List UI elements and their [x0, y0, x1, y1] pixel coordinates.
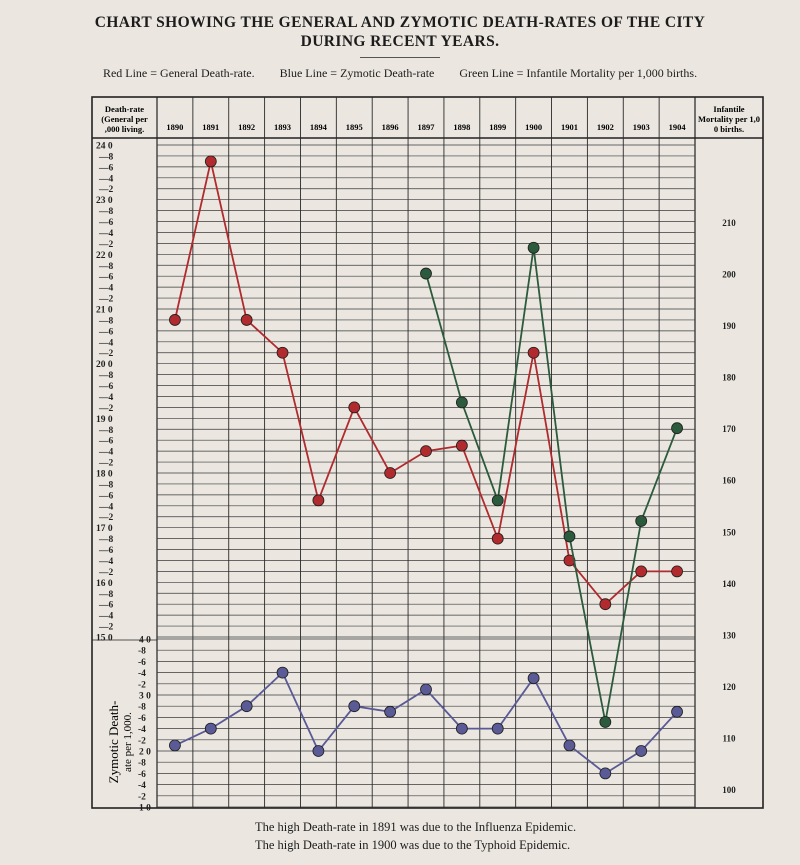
- y-tick-label-infantile: 160: [722, 475, 736, 486]
- y-tick-label-general: —2: [99, 403, 114, 414]
- y-tick-label-general: 17 0: [96, 524, 113, 535]
- y-tick-label-infantile: 190: [722, 321, 736, 332]
- data-point-infantile-mortality: [564, 531, 575, 542]
- y-tick-label-general: —8: [99, 535, 114, 546]
- y-tick-label-zymotic: -6: [138, 657, 146, 668]
- y-tick-label-general: 23 0: [96, 196, 113, 207]
- y-tick-label-general: —2: [99, 567, 114, 578]
- y-tick-label-zymotic: -6: [138, 713, 146, 724]
- data-point-infantile-mortality: [636, 515, 647, 526]
- y-tick-label-general: —6: [99, 218, 114, 229]
- data-point-general-death-rate: [672, 566, 683, 577]
- y-tick-label-general: —8: [99, 207, 114, 218]
- chart-title-line2: DURING RECENT YEARS.: [300, 33, 500, 50]
- left-header-line3: ,000 living.: [104, 124, 145, 134]
- y-tick-label-general: —8: [99, 371, 114, 382]
- data-point-infantile-mortality: [421, 268, 432, 279]
- x-tick-label: 1893: [274, 122, 292, 132]
- y-tick-label-zymotic: -8: [138, 758, 146, 769]
- y-tick-label-general: —6: [99, 436, 114, 447]
- y-tick-label-general: —4: [99, 556, 114, 567]
- right-header-line2: Mortality per 1,0: [698, 114, 760, 124]
- data-point-infantile-mortality: [456, 397, 467, 408]
- data-point-general-death-rate: [385, 468, 396, 479]
- x-tick-label: 1903: [632, 122, 650, 132]
- x-tick-label: 1897: [417, 122, 435, 132]
- y-tick-label-general: —4: [99, 228, 114, 239]
- y-tick-label-general: 15 0: [96, 633, 113, 644]
- y-tick-label-general: —8: [99, 152, 114, 163]
- y-tick-label-zymotic: -2: [138, 736, 146, 747]
- y-tick-label-zymotic: -8: [138, 646, 146, 657]
- x-tick-label: 1904: [668, 122, 686, 132]
- x-tick-label: 1900: [525, 122, 543, 132]
- y-tick-label-general: —2: [99, 513, 114, 524]
- x-tick-label: 1901: [560, 122, 578, 132]
- y-tick-label-general: —4: [99, 611, 114, 622]
- data-point-zymotic-death-rate: [277, 667, 288, 678]
- y-tick-label-general: —8: [99, 316, 114, 327]
- x-tick-label: 1898: [453, 122, 471, 132]
- data-point-zymotic-death-rate: [636, 746, 647, 757]
- data-point-general-death-rate: [349, 402, 360, 413]
- data-point-zymotic-death-rate: [313, 746, 324, 757]
- series-line-general-death-rate: [175, 161, 677, 604]
- data-point-general-death-rate: [456, 440, 467, 451]
- y-tick-label-general: —2: [99, 349, 114, 360]
- data-point-general-death-rate: [528, 347, 539, 358]
- legend-item-red: Red Line = General Death-rate.: [102, 66, 255, 80]
- y-tick-label-general: —6: [99, 163, 114, 174]
- y-tick-label-general: 20 0: [96, 360, 113, 371]
- right-header-line1: Infantile: [713, 104, 745, 114]
- note-1900: The high Death-rate in 1900 was due to the Typhoid Epidemic.: [255, 838, 571, 852]
- y-tick-label-infantile: 170: [722, 424, 736, 435]
- y-tick-label-infantile: 100: [722, 785, 736, 795]
- data-point-zymotic-death-rate: [349, 701, 360, 712]
- y-tick-label-general: 21 0: [96, 305, 113, 316]
- legend-item-blue: Blue Line = Zymotic Death-rate: [279, 66, 435, 80]
- y-tick-label-general: —8: [99, 425, 114, 436]
- zymotic-axis-title-line2: ate per 1,000.: [122, 712, 134, 772]
- x-tick-label: 1891: [202, 122, 220, 132]
- y-tick-label-general: —6: [99, 272, 114, 283]
- data-point-zymotic-death-rate: [385, 706, 396, 717]
- x-tick-label: 1895: [345, 122, 363, 132]
- data-point-infantile-mortality: [672, 423, 683, 434]
- data-point-general-death-rate: [636, 566, 647, 577]
- data-point-zymotic-death-rate: [241, 701, 252, 712]
- x-tick-label: 1896: [381, 122, 399, 132]
- y-tick-label-general: —4: [99, 392, 114, 403]
- y-tick-label-general: 19 0: [96, 414, 113, 425]
- y-tick-label-general: —4: [99, 338, 114, 349]
- chart-title-line1: CHART SHOWING THE GENERAL AND ZYMOTIC DEATH-RATES OF THE CITY: [94, 14, 706, 31]
- data-point-general-death-rate: [277, 347, 288, 358]
- y-tick-label-general: —6: [99, 382, 114, 393]
- left-header-line1: Death-rate: [104, 104, 145, 114]
- x-tick-label: 1892: [238, 122, 256, 132]
- y-tick-label-zymotic: 4 0: [139, 635, 151, 646]
- data-point-zymotic-death-rate: [456, 723, 467, 734]
- y-tick-label-general: —6: [99, 491, 114, 502]
- y-tick-label-general: —4: [99, 283, 114, 294]
- y-tick-label-infantile: 180: [722, 372, 736, 383]
- y-tick-label-general: —4: [99, 447, 114, 458]
- data-point-zymotic-death-rate: [672, 706, 683, 717]
- y-tick-label-general: —2: [99, 622, 114, 633]
- data-point-zymotic-death-rate: [528, 673, 539, 684]
- y-tick-label-general: 22 0: [96, 250, 113, 261]
- y-tick-label-general: —4: [99, 174, 114, 185]
- note-1891: The high Death-rate in 1891 was due to the Influenza Epidemic.: [255, 820, 577, 834]
- data-point-zymotic-death-rate: [564, 740, 575, 751]
- y-tick-label-zymotic: 3 0: [139, 691, 151, 702]
- y-tick-label-zymotic: 2 0: [139, 747, 151, 758]
- y-tick-label-general: 16 0: [96, 578, 113, 589]
- y-tick-label-infantile: 130: [722, 630, 736, 641]
- data-point-general-death-rate: [205, 156, 216, 167]
- data-point-infantile-mortality: [492, 495, 503, 506]
- y-tick-label-general: —6: [99, 327, 114, 338]
- y-tick-label-general: 24 0: [96, 141, 113, 152]
- data-point-zymotic-death-rate: [169, 740, 180, 751]
- chart-notes: [255, 818, 576, 854]
- y-tick-label-general: —8: [99, 261, 114, 272]
- y-tick-label-general: 18 0: [96, 469, 113, 480]
- data-point-zymotic-death-rate: [205, 723, 216, 734]
- y-tick-label-infantile: 200: [722, 269, 736, 280]
- y-tick-label-infantile: 110: [722, 733, 736, 744]
- zymotic-axis-title-line1: Zymotic Death-: [106, 700, 121, 784]
- left-header-line2: (General per: [101, 114, 148, 124]
- x-tick-label: 1899: [489, 122, 507, 132]
- y-tick-label-general: —6: [99, 600, 114, 611]
- y-tick-label-general: —2: [99, 458, 114, 469]
- y-tick-label-zymotic: -6: [138, 769, 146, 780]
- y-tick-label-infantile: 210: [722, 218, 736, 228]
- data-point-infantile-mortality: [528, 242, 539, 253]
- legend-item-green: Green Line = Infantile Mortality per 1,000 births.: [459, 66, 698, 80]
- data-point-general-death-rate: [492, 533, 503, 544]
- y-tick-label-zymotic: -4: [138, 725, 146, 736]
- x-tick-label: 1894: [309, 122, 327, 132]
- x-tick-label: 1890: [166, 122, 184, 132]
- x-tick-label: 1902: [596, 122, 614, 132]
- y-tick-label-zymotic: -8: [138, 702, 146, 713]
- y-tick-label-general: —2: [99, 239, 114, 250]
- data-point-general-death-rate: [313, 495, 324, 506]
- y-tick-label-general: —2: [99, 185, 114, 196]
- y-tick-label-zymotic: -4: [138, 669, 146, 680]
- y-tick-label-general: —4: [99, 502, 114, 513]
- y-tick-label-infantile: 150: [722, 527, 736, 538]
- y-tick-label-infantile: 140: [722, 578, 736, 589]
- y-tick-label-general: —2: [99, 294, 114, 305]
- y-tick-label-general: —6: [99, 546, 114, 557]
- y-tick-label-general: —8: [99, 480, 114, 491]
- data-point-general-death-rate: [600, 599, 611, 610]
- data-point-zymotic-death-rate: [421, 684, 432, 695]
- data-point-general-death-rate: [241, 314, 252, 325]
- y-tick-label-infantile: 120: [722, 681, 736, 692]
- y-tick-label-zymotic: -4: [138, 781, 146, 792]
- y-tick-label-general: —8: [99, 589, 114, 600]
- y-tick-label-zymotic: 1 0: [139, 803, 151, 814]
- data-point-general-death-rate: [421, 446, 432, 457]
- data-point-infantile-mortality: [600, 716, 611, 727]
- y-tick-label-zymotic: -2: [138, 792, 146, 803]
- data-point-general-death-rate: [169, 314, 180, 325]
- data-point-zymotic-death-rate: [492, 723, 503, 734]
- right-header-line3: 0 births.: [713, 124, 745, 134]
- data-point-zymotic-death-rate: [600, 768, 611, 779]
- y-tick-label-zymotic: -2: [138, 680, 146, 691]
